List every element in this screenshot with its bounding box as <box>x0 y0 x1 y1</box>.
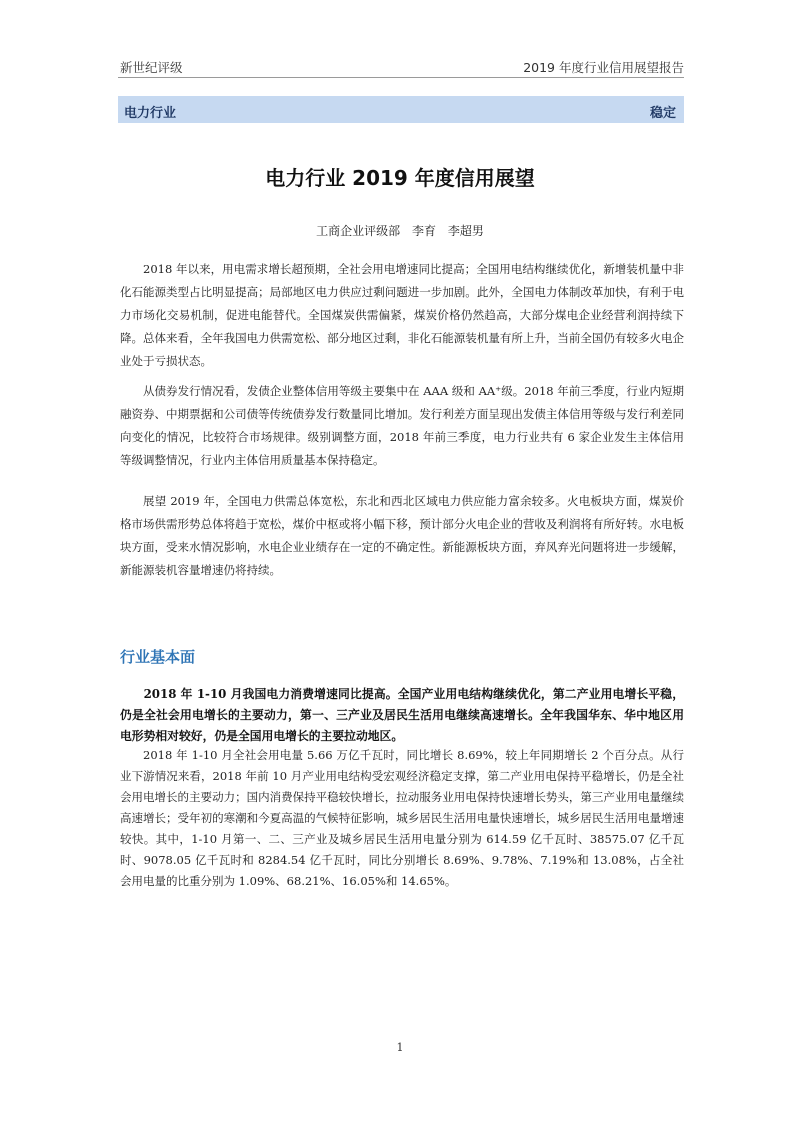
authors-line <box>0 222 800 239</box>
industry-label: 电力行业 <box>124 106 177 121</box>
section-body-paragraph: 2018 年 1-10 月全社会用电量 5.66 万亿千瓦时，同比增长 8.69%，较上年同期增长 2 个百分点。从行业下游情况来看，2018 年前 10 月产业用电结构受宏观经济稳定支撑，第二产业用电保持平稳增长，仍是全社会用电增长的主要动力；国内消费保持平稳较快增长，拉动服务业用电保持快速增长势头，第三产业用电量继续高速增长；受年初的寒潮和今夏高温的气候特征影响，城乡居民生活用电量快速增长，城乡居民生活用电量增速较快。其中，1-10 月第一、二、三产业及城乡居民生活用电量分别为 614.59 亿千瓦时、38575.07 亿千瓦时、9078.05 亿千瓦时和 8284.54 亿千瓦时，同比分别增长 8.69%、9.78%、7.19%和 13.08%，占全社会用电量的比重分别为 1.09%、68.21%、16.05%和 14.65%。 <box>120 748 684 888</box>
page-header <box>118 55 684 78</box>
page-number: 1 <box>396 1041 404 1054</box>
section-lead-paragraph: 2018 年 1-10 月我国电力消费增速同比提高。全国产业用电结构继续优化，第二产业用电增长平稳，仍是全社会用电增长的主要动力，第一、三产业及居民生活用电继续高速增长。全年我国华东、华中地区用电形势相对较好，仍是全国用电增长的主要拉动地区。 <box>120 687 684 743</box>
header-report-title: 2019 年度行业信用展望报告 <box>523 60 684 75</box>
section-heading: 行业基本面 <box>120 648 196 666</box>
header-agency: 新世纪评级 <box>120 60 183 75</box>
summary-paragraph: 从债券发行情况看，发债企业整体信用等级主要集中在 AAA 级和 AA⁺级。2018 年前三季度，行业内短期融资券、中期票据和公司债等传统债券发行数量同比增加。发行利差方面呈现出发债主体信用等级与发行利差同向变化的情况，比较符合市场规律。级别调整方面，2018 年前三季度，电力行业共有 6 家企业发生主体信用等级调整情况，行业内主体信用质量基本保持稳定。 <box>120 384 684 467</box>
author-name: 李育 <box>411 224 436 238</box>
industry-band <box>118 96 684 123</box>
author-department: 工商企业评级部 <box>316 224 401 238</box>
report-title: 电力行业 2019 年度信用展望 <box>265 166 535 190</box>
summary-paragraph: 展望 2019 年，全国电力供需总体宽松，东北和西北区域电力供应能力富余较多。火电板块方面，煤炭价格市场供需形势总体将趋于宽松，煤价中枢或将小幅下移，预计部分火电企业的营收及利润将有所好转。水电板块方面，受来水情况影响，水电企业业绩存在一定的不确定性。新能源板块方面，弃风弃光问题将进一步缓解，新能源装机容量增速仍将持续。 <box>120 494 684 577</box>
outlook-label: 稳定 <box>649 106 676 121</box>
author-name: 李超男 <box>447 224 484 238</box>
summary-paragraph: 2018 年以来，用电需求增长超预期，全社会用电增速同比提高；全国用电结构继续优化，新增装机量中非化石能源类型占比明显提高；局部地区电力供应过剩问题进一步加剧。此外，全国电力体制改革加快，有利于电力市场化交易机制，促进电能替代。全国煤炭供需偏紧，煤炭价格仍然趋高，大部分煤电企业经营利润持续下降。总体来看，全年我国电力供需宽松、部分地区过剩，非化石能源装机量有所上升，当前全国仍有较多火电企业处于亏损状态。 <box>120 262 684 368</box>
